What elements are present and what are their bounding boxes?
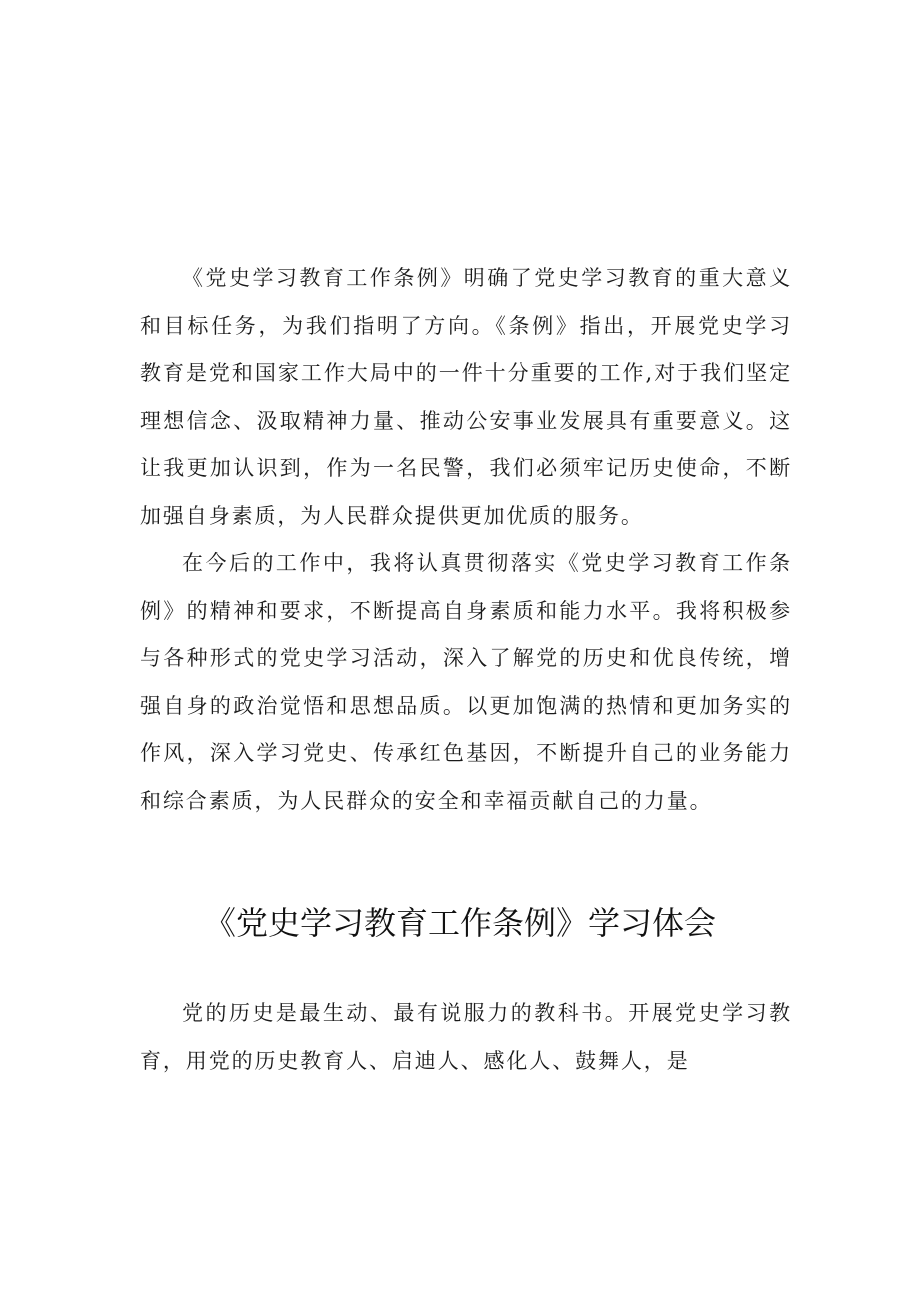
- body-paragraph-1: 《党史学习教育工作条例》明确了党史学习教育的重大意义和目标任务，为我们指明了方向。《条例》指出，开展党史学习教育是党和国家工作大局中的一件十分重要的工作,对于我们坚定理想信念、汲取精神力量、推动公安事业发展具有重要意义。这让我更加认识到，作为一名民警，我们必须牢记历史使命，不断加强自身素质，为人民群众提供更加优质的服务。: [140, 266, 792, 528]
- body-paragraph-2: 在今后的工作中，我将认真贯彻落实《党史学习教育工作条例》的精神和要求，不断提高自身素质和能力水平。我将积极参与各种形式的党史学习活动，深入了解党的历史和优良传统，增强自身的政治觉悟和思想品质。以更加饱满的热情和更加务实的作风，深入学习党史、传承红色基因，不断提升自己的业务能力和综合素质，为人民群众的安全和幸福贡献自己的力量。: [140, 551, 792, 813]
- body-paragraph-3: 党的历史是最生动、最有说服力的教科书。开展党史学习教育，用党的历史教育人、启迪人、感化人、鼓舞人，是: [140, 1001, 792, 1073]
- section-title: 《党史学习教育工作条例》学习体会: [203, 904, 716, 942]
